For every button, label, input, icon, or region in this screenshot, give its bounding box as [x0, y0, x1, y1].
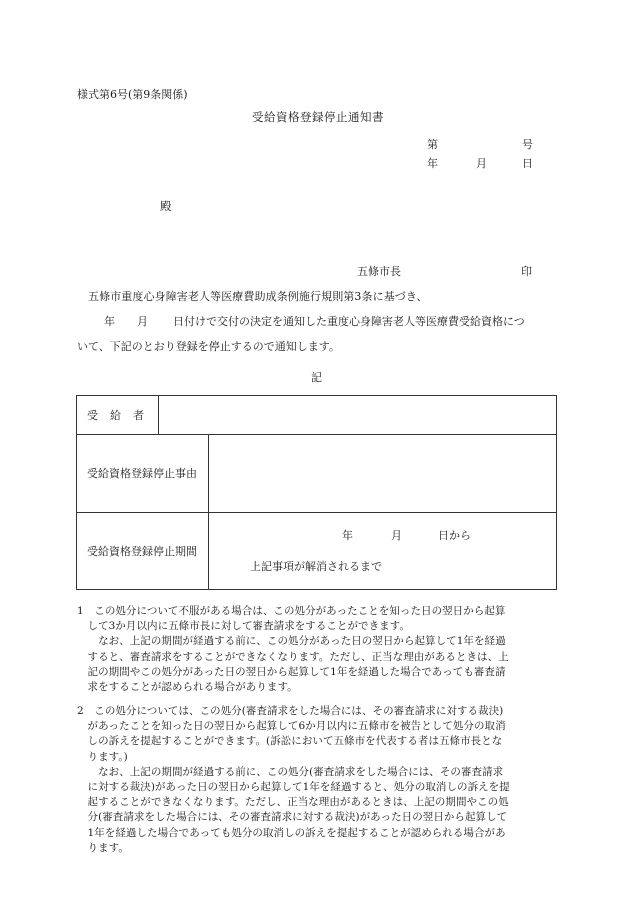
- note-line: 起することができなくなります。ただし、正当な理由があるときは、上記の期間やこの処: [77, 796, 509, 809]
- table-divider: [208, 434, 209, 589]
- body-month-label: 月: [137, 315, 148, 328]
- note-line: 2 この処分については、この処分(審査請求をした場合には、その審査請求に対する裁決): [77, 705, 504, 717]
- period-from-label: 日から: [438, 529, 471, 542]
- note-line: して3か月以内に五條市長に対して審査請求をすることができます。: [77, 620, 410, 633]
- note-line: ります。): [77, 750, 128, 763]
- addressee-honorific: 殿: [160, 199, 172, 213]
- note-line: があったことを知った日の翌日から起算して6か月以内に五條市を被告として処分の取消: [77, 720, 506, 733]
- body-year-label: 年: [104, 315, 115, 328]
- number-suffix: 号: [522, 138, 533, 151]
- seal-mark: 印: [521, 265, 532, 278]
- note-line: 求をすることが認められる場合があります。: [77, 680, 298, 693]
- body-line-2: 日付けで交付の決定を通知した重度心身障害老人等医療費受給資格につ: [173, 315, 525, 328]
- note-line: すると、審査請求をすることができなくなります。ただし、正当な理由があるときは、上: [77, 650, 509, 663]
- form-id: 様式第6号(第9条関係): [77, 88, 188, 101]
- table-divider: [77, 434, 556, 435]
- note-1: [77, 604, 560, 695]
- date-year-label: 年: [427, 157, 438, 170]
- issuer-name: 五條市長: [357, 265, 401, 278]
- date-month-label: 月: [476, 157, 487, 170]
- note-line: なお、上記の期間が経過する前に、この処分(審査請求をした場合には、その審査請求: [77, 765, 504, 778]
- note-line: 記の期間やこの処分があった日の翌日から起算して1年を経過した場合であっても審査請: [77, 665, 506, 678]
- reason-label: 受給資格登録停止事由: [87, 467, 197, 480]
- date-day-label: 日: [522, 157, 533, 170]
- period-label: 受給資格登録停止期間: [87, 545, 197, 558]
- period-year-label: 年: [342, 529, 353, 542]
- body-line-3: いて、下記のとおり登録を停止するので通知します。: [77, 340, 340, 353]
- document-title: 受給資格登録停止通知書: [252, 110, 384, 124]
- note-line: しの訴えを提起することができます。(訴訟において五條市を代表する者は五條市長とな: [77, 735, 503, 748]
- note-line: ります。: [77, 841, 129, 854]
- period-month-label: 月: [391, 529, 402, 542]
- note-line: に対する裁決)があった日の翌日から起算して1年を経過すると、処分の取消しの訴えを提: [77, 780, 510, 793]
- number-prefix: 第: [427, 138, 438, 151]
- note-line: 分(審査請求をした場合には、その審査請求に対する裁決)があった日の翌日から起算して: [77, 811, 508, 824]
- note-line: 1年を経過した場合であっても処分の取消しの訴えを提起することが認められる場合があ: [77, 826, 506, 839]
- ki-heading: 記: [311, 371, 322, 384]
- info-table: [76, 395, 557, 590]
- recipient-label: 受 給 者: [87, 409, 145, 422]
- table-divider: [158, 396, 159, 434]
- body-line-1: 五條市重度心身障害老人等医療費助成条例施行規則第3条に基づき、: [88, 290, 428, 303]
- note-line: なお、上記の期間が経過する前に、この処分があった日の翌日から起算して1年を経過: [77, 635, 506, 648]
- table-divider: [77, 512, 556, 513]
- note-2: [77, 704, 560, 856]
- note-line: 1 この処分について不服がある場合は、この処分があったことを知った日の翌日から起算: [77, 605, 506, 617]
- period-until-text: 上記事項が解消されるまで: [250, 560, 382, 573]
